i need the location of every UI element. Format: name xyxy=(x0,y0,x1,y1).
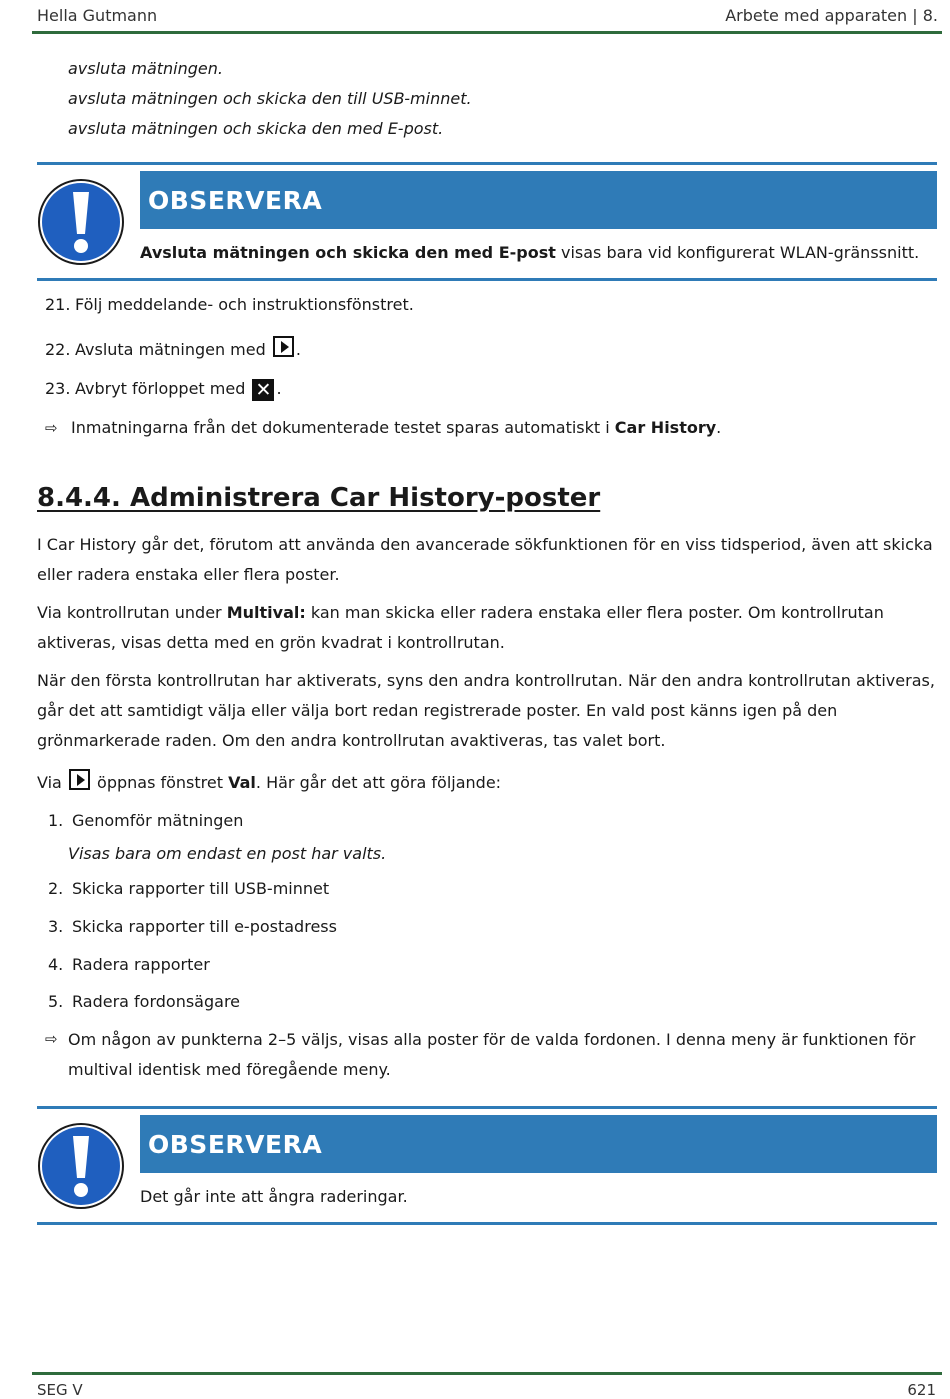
cancel-x-icon: ✕ xyxy=(252,379,274,401)
step-suffix: . xyxy=(276,379,282,398)
paragraph-text: öppnas fönstret xyxy=(91,773,229,792)
result-text: Inmatningarna från det dokumenterade testet sparas automatiskt i xyxy=(71,418,615,437)
paragraph-bold: Multival: xyxy=(226,603,306,622)
result-text: Om någon av punkterna 2–5 väljs, visas alla poster för de valda fordonen. I denna meny är funktionen för multival identisk med föregående meny. xyxy=(68,1030,916,1079)
list-number: 3. xyxy=(48,917,64,936)
paragraph: I Car History går det, förutom att använda den avancerade sökfunktionen för en viss tidsperiod, även att skicka eller radera enstaka eller flera poster. xyxy=(37,535,933,584)
step-number: 21. xyxy=(45,295,71,314)
note-bottom-rule xyxy=(37,278,937,281)
note-top-rule xyxy=(37,162,937,165)
paragraph-text: Via xyxy=(37,773,67,792)
list-item xyxy=(48,917,337,936)
list-number: 1. xyxy=(48,811,64,830)
exclamation-icon xyxy=(37,178,125,266)
note-bold: Avsluta mätningen och skicka den med E-post xyxy=(140,243,556,262)
list-text: Skicka rapporter till USB-minnet xyxy=(72,879,330,898)
section-title: 8.4.4. Administrera Car History-poster xyxy=(37,483,601,513)
option-line: avsluta mätningen och skicka den med E-post. xyxy=(68,119,444,138)
step-text: Följ meddelande- och instruktionsfönstret. xyxy=(75,295,414,314)
step-number: 22. xyxy=(45,340,71,359)
step-item xyxy=(45,379,282,401)
paragraph-text: . Här går det att göra följande: xyxy=(255,773,502,792)
list-text: Radera fordonsägare xyxy=(72,992,241,1011)
step-suffix: . xyxy=(295,340,301,359)
note-title: OBSERVERA xyxy=(140,171,937,229)
step-text: Avbryt förloppet med xyxy=(75,379,251,398)
result-arrow-icon: ⇨ xyxy=(45,1030,58,1048)
paragraph: När den första kontrollrutan har aktiverats, syns den andra kontrollrutan. När den andra kontrollrutan aktiveras, går det att samtidigt välja eller välja bort redan registrerade poster. En vald post känns igen på den grönmarkerade raden. Om den andra kontrollrutan avaktiveras, tas valet bort. xyxy=(37,671,935,750)
result-suffix: . xyxy=(716,418,722,437)
note-title: OBSERVERA xyxy=(140,1115,937,1173)
list-item xyxy=(48,955,210,974)
header-rule xyxy=(32,31,942,34)
paragraph xyxy=(37,598,937,658)
list-item xyxy=(48,992,240,1011)
note-bottom-rule xyxy=(37,1222,937,1225)
header-right: Arbete med apparaten | 8. xyxy=(725,6,938,25)
list-text: Skicka rapporter till e-postadress xyxy=(72,917,337,936)
paragraph-bold: Val xyxy=(228,773,256,792)
list-number: 4. xyxy=(48,955,64,974)
footer-left: SEG V xyxy=(37,1381,83,1399)
list-item xyxy=(48,811,243,830)
play-button-icon xyxy=(273,336,294,357)
note-rest: visas bara vid konfigurerat WLAN-gränssnitt. xyxy=(555,243,920,262)
list-sub-note: Visas bara om endast en post har valts. xyxy=(68,844,387,863)
result-arrow-icon: ⇨ xyxy=(45,419,58,437)
header-left: Hella Gutmann xyxy=(37,6,158,25)
note-text: Det går inte att ångra raderingar. xyxy=(140,1187,408,1206)
list-text: Radera rapporter xyxy=(72,955,210,974)
list-item xyxy=(48,879,329,898)
list-number: 2. xyxy=(48,879,64,898)
option-line: avsluta mätningen. xyxy=(68,59,223,78)
result-bold: Car History xyxy=(614,418,717,437)
exclamation-icon xyxy=(37,1122,125,1210)
play-button-icon xyxy=(69,769,90,790)
paragraph xyxy=(37,769,501,792)
paragraph-text: kan man skicka eller radera enstaka eller flera poster. Om kontrollrutan aktiveras, visas detta med en grön kvadrat i kontrollrutan. xyxy=(37,603,884,652)
list-number: 5. xyxy=(48,992,64,1011)
step-number: 23. xyxy=(45,379,71,398)
paragraph-text: Via kontrollrutan under xyxy=(37,603,227,622)
step-item xyxy=(45,295,414,314)
page-number: 621 xyxy=(907,1381,936,1399)
result-line xyxy=(45,418,721,437)
note-top-rule xyxy=(37,1106,937,1109)
footer-rule xyxy=(32,1372,942,1375)
step-item xyxy=(45,336,301,359)
option-line: avsluta mätningen och skicka den till USB-minnet. xyxy=(68,89,472,108)
step-text: Avsluta mätningen med xyxy=(75,340,271,359)
list-text: Genomför mätningen xyxy=(72,811,244,830)
note-text xyxy=(140,243,919,262)
